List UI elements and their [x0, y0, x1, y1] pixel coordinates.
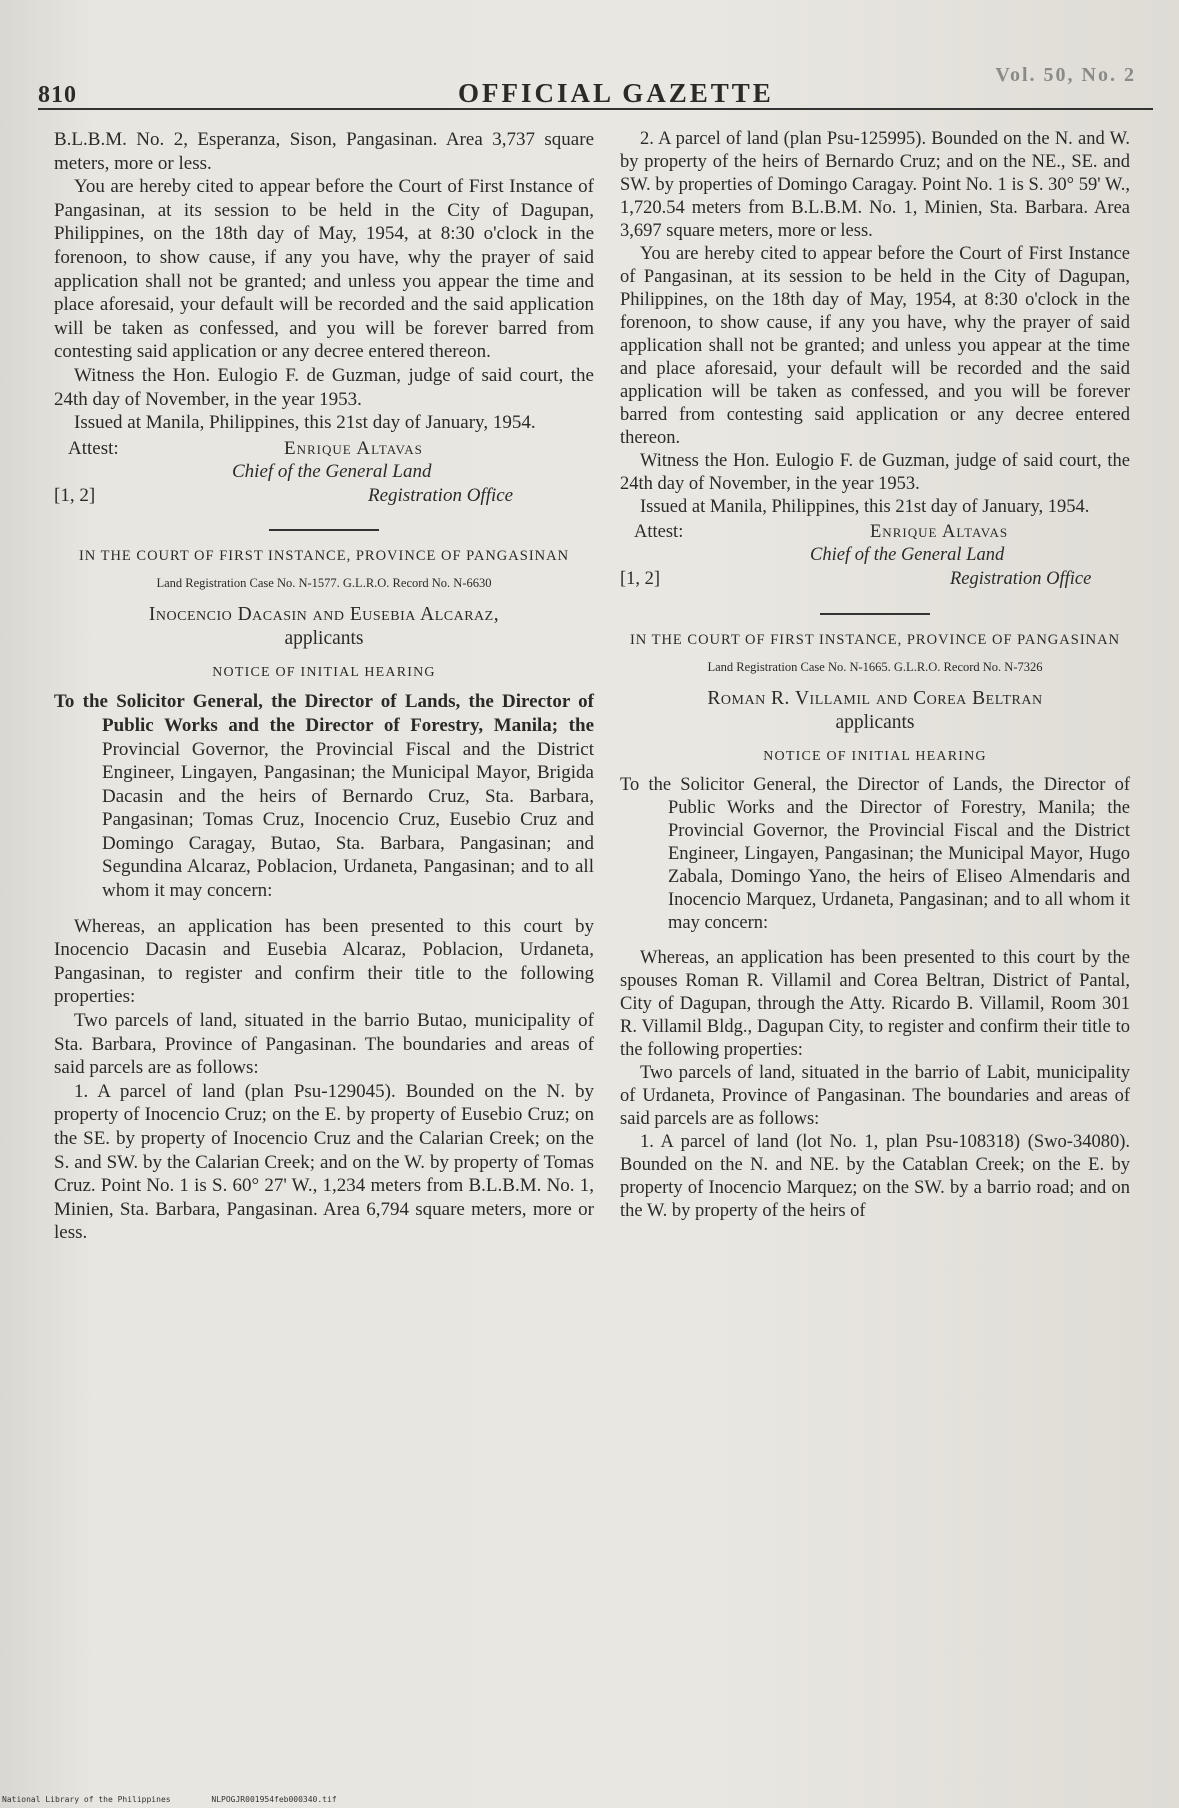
witness-paragraph: Witness the Hon. Eulogio F. de Guzman, judge of said court, the 24th day of November, in the year 1953. — [54, 364, 594, 410]
parcel-1-paragraph: 1. A parcel of land (lot No. 1, plan Psu-108318) (Swo-34080). Bounded on the N. and NE. by the Catablan Creek; on the E. by property of Inocencio Marquez; on the SW. by a barrio road; and on the W. by property of the heirs of — [620, 1132, 1130, 1221]
issued-paragraph: Issued at Manila, Philippines, this 21st day of January, 1954. — [640, 497, 1090, 517]
attestation-block — [620, 521, 1130, 595]
attest-name: Enrique Altavas — [870, 522, 1009, 542]
page-header — [38, 60, 1148, 106]
attest-title-2: Registration Office — [368, 484, 514, 506]
scan-filename: NLPOGJR001954feb000340.tif — [211, 1795, 337, 1804]
parcels-paragraph: Two parcels of land, situated in the barrio of Labit, municipality of Urdaneta, Province of Pangasinan. The boundaries and areas of said parcels are as follows: — [620, 1063, 1130, 1129]
citation-paragraph: You are hereby cited to appear before the Court of First Instance of Pangasinan, at its session to be held in the City of Dagupan, Philippines, on the 18th day of May, 1954, at 8:30 o'clock in the forenoon, to show cause, if any you have, why the prayer of said application shall not be granted; and unless you appear the time and place aforesaid, your default will be recorded and the said application will be taken as confessed, and you will be forever barred from contesting said application or any decree entered thereon. — [54, 176, 594, 363]
case-number: Land Registration Case No. N-1665. G.L.R.O. Record No. N-7326 — [707, 660, 1043, 674]
scan-footer — [2, 1795, 373, 1804]
publication-title: OFFICIAL GAZETTE — [458, 78, 774, 108]
attest-title-1: Chief of the General Land — [232, 460, 432, 482]
section-divider — [269, 529, 379, 531]
court-heading: IN THE COURT OF FIRST INSTANCE, PROVINCE OF PANGASINAN — [629, 632, 1121, 648]
whereas-paragraph: Whereas, an application has been presented to this court by Inocencio Dacasin and Eusebia Alcaraz, Poblacion, Urdaneta, Pangasinan, to register and confirm their title to the following properties: — [54, 915, 594, 1008]
witness-paragraph: Witness the Hon. Eulogio F. de Guzman, judge of said court, the 24th day of November, in the year 1953. — [620, 451, 1130, 494]
applicants-label: applicants — [284, 627, 364, 649]
addressees-paragraph — [54, 690, 594, 902]
court-heading: IN THE COURT OF FIRST INSTANCE, PROVINCE OF PANGASINAN — [78, 547, 570, 564]
case-number: Land Registration Case No. N-1577. G.L.R.O. Record No. N-6630 — [156, 575, 492, 590]
parcels-paragraph: Two parcels of land, situated in the barrio Butao, municipality of Sta. Barbara, Province of Pangasinan. The boundaries and areas of said parcels are as follows: — [54, 1010, 594, 1079]
page-number: 810 — [38, 82, 77, 108]
header-rule — [38, 108, 1153, 110]
attest-label: Attest: — [68, 437, 119, 459]
attestation-block — [54, 437, 594, 511]
applicants-label: applicants — [835, 712, 915, 733]
attest-reference: [1, 2] — [620, 569, 661, 589]
issued-paragraph: Issued at Manila, Philippines, this 21st day of January, 1954. — [74, 412, 536, 434]
parcel-2-paragraph: 2. A parcel of land (plan Psu-125995). Bounded on the N. and W. by property of the heirs of Bernardo Cruz; and on the NE., SE. and SW. by properties of Domingo Caragay. Point No. 1 is S. 30° 59' W., 1,720.54 meters from B.L.B.M. No. 1, Minien, Sta. Barbara. Area 3,697 square meters, more or less. — [620, 129, 1130, 241]
whereas-paragraph: Whereas, an application has been presented to this court by the spouses Roman R. Villamil and Corea Beltran, District of Pantal, City of Dagupan, through the Atty. Ricardo B. Villamil, Room 301 R. Villamil Bldg., Dagupan City, to register and confirm their title to the following properties: — [620, 948, 1130, 1060]
notice-heading: NOTICE OF INITIAL HEARING — [212, 664, 436, 680]
library-credit: National Library of the Philippines — [2, 1795, 171, 1804]
attest-title-1: Chief of the General Land — [810, 545, 1005, 565]
applicants-names: Roman R. Villamil and Corea Beltran — [707, 688, 1043, 709]
notice-heading: NOTICE OF INITIAL HEARING — [763, 749, 987, 764]
attest-reference: [1, 2] — [54, 484, 96, 506]
applicants-block — [54, 603, 594, 651]
left-column — [54, 128, 594, 1245]
addressees-bold: To the Solicitor General, the Director of Lands, the Director of Public Works and the Director of Forestry, Manila; the — [54, 691, 594, 736]
volume-label: Vol. 50, No. 2 — [995, 64, 1136, 86]
applicants-block — [620, 687, 1130, 735]
attest-label: Attest: — [634, 522, 684, 542]
attest-title-2: Registration Office — [950, 569, 1092, 589]
addressees-rest: Provincial Governor, the Provincial Fiscal and the District Engineer, Lingayen, Pangasinan; the Municipal Mayor, Brigida Dacasin and the heirs of Bernardo Cruz, Sta. Barbara, Pangasinan; Tomas Cruz, Inocencio Cruz, Eusebio Cruz and Domingo Caragay, Butao, Sta. Barbara, Pangasinan; and Segundina Alcaraz, Poblacion, Urdaneta, Pangasinan; and to all whom it may concern: — [102, 738, 594, 902]
citation-paragraph: You are hereby cited to appear before the Court of First Instance of Pangasinan, at its session to be held in the City of Dagupan, Philippines, on the 18th day of May, 1954, at 8:30 o'clock in the forenoon, to show cause, if any you have, why the prayer of said application shall not be granted; and unless you appear at the time and place aforesaid, your default will be recorded and the said application will be taken as confessed, and you will be forever barred from contesting said application or any decree entered thereon. — [620, 244, 1130, 448]
intro-paragraph: B.L.B.M. No. 2, Esperanza, Sison, Pangasinan. Area 3,737 square meters, more or less. — [54, 129, 594, 174]
section-divider — [820, 613, 930, 615]
parcel-1-paragraph: 1. A parcel of land (plan Psu-129045). Bounded on the N. by property of Inocencio Cruz; on the E. by property of Eusebio Cruz; on the SE. by property of Inocencio Cruz and the Calarian Creek; on the S. and SW. by the Calarian Creek; and on the W. by property of Tomas Cruz. Point No. 1 is S. 60° 27' W., 1,234 meters from B.L.B.M. No. 1, Minien, Sta. Barbara, Pangasinan. Area 6,794 square meters, more or less. — [54, 1080, 594, 1244]
right-column — [620, 128, 1130, 1223]
addressees-paragraph: To the Solicitor General, the Director of Lands, the Director of Public Works and the Director of Forestry, Manila; the Provincial Governor, the Provincial Fiscal and the District Engineer, Lingayen, Pangasinan; the Municipal Mayor, Hugo Zabala, Domingo Yano, the heirs of Eliseo Almendaris and Inocencio Marquez, Urdaneta, Pangasinan; and to all whom it may concern: — [620, 775, 1130, 933]
applicants-names: Inocencio Dacasin and Eusebia Alcaraz, — [148, 603, 500, 625]
attest-name: Enrique Altavas — [284, 437, 423, 459]
